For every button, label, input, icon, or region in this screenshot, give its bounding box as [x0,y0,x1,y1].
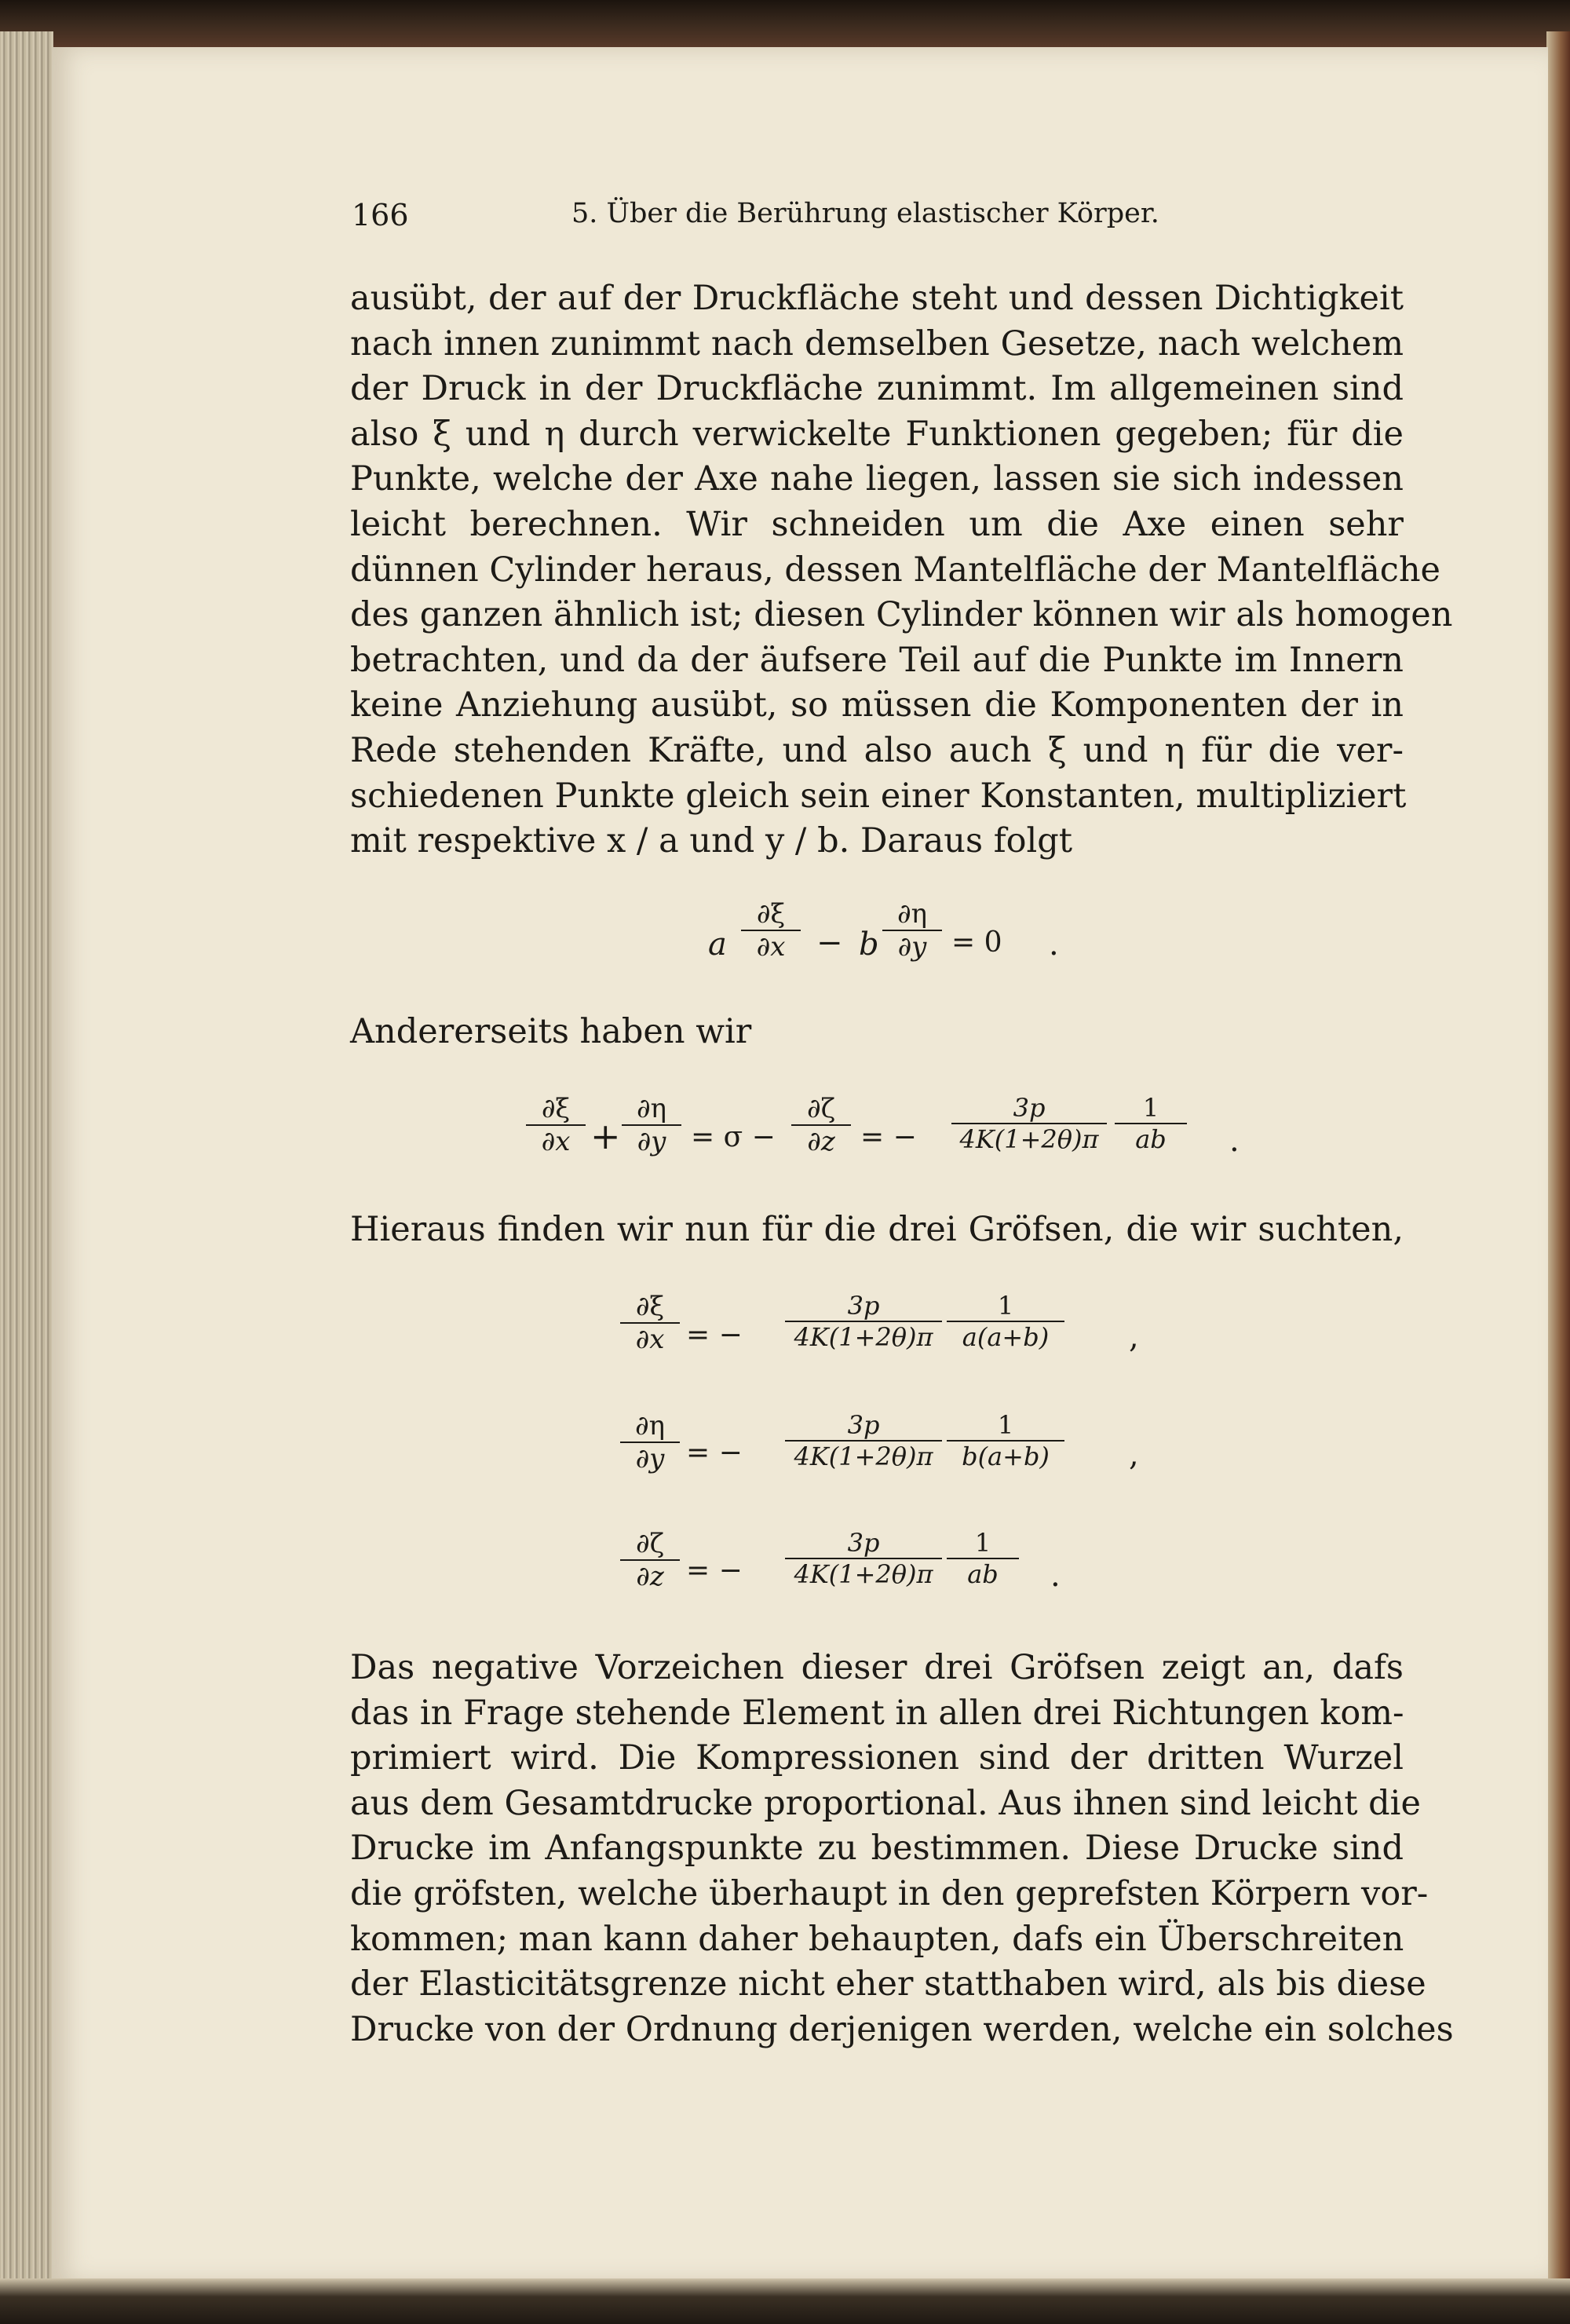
eq3-f1-num: 3p [847,1410,880,1440]
eq2-frac-1 [526,1093,586,1157]
text-line: Drucke von der Ordnung derjenigen werden, welche ein solches [350,2009,1454,2049]
eq3-lhs-den: ∂x [635,1324,665,1355]
eq3-f2-den: a(a+b) [962,1322,1050,1352]
eq2-equals-minus: = − [860,1121,917,1153]
page-header [352,198,1404,237]
text-line: schiedenen Punkte gleich sein einer Konstanten, multipliziert [350,776,1407,816]
text-line: Das negative Vorzeichen dieser drei Gröfsen zeigt an, dafs [350,1648,1404,1687]
eq3-lhs [620,1410,680,1474]
eq3-equals-minus: = − [686,1437,743,1469]
paragraph-2 [350,1646,1454,2052]
paragraph-andererseits [350,1010,1404,1055]
eq2-equals-sigma: = σ − [691,1121,776,1153]
book-page-stack [0,31,53,2324]
text-line: primiert wird. Die Kompressionen sind der dritten Wurzel [350,1738,1404,1778]
page-number: 166 [352,198,409,232]
eq3-lhs [620,1528,680,1592]
text-line: aus dem Gesamtdrucke proportional. Aus ihnen sind leicht die [350,1783,1421,1823]
eq2-den-4: 4K(1+2θ)π [959,1124,1099,1154]
eq3-equals-minus: = − [686,1555,743,1587]
eq2-frac-3 [791,1093,851,1157]
eq2-den-2: ∂y [637,1126,666,1157]
text-line: der Druck in der Druckfläche zunimmt. Im allgemeinen sind [350,369,1404,409]
text-line: keine Anziehung ausübt, so müssen die Komponenten der in [350,685,1404,725]
eq3-end: , [1129,1437,1139,1473]
eq3-f1-den: 4K(1+2θ)π [794,1559,933,1589]
eq1-coef-b: b [859,926,879,963]
eq2-plus: + [590,1115,621,1157]
eq3-f1-num: 3p [847,1528,880,1558]
eq2-den-3: ∂z [807,1126,835,1157]
text-line: das in Frage stehende Element in allen drei Richtungen kom- [350,1693,1404,1733]
eq3-lhs-den: ∂z [636,1561,664,1592]
text-line: die gröfsten, welche überhaupt in den geprefsten Körpern vor- [350,1873,1429,1913]
eq2-frac-4 [951,1093,1107,1154]
text-line: Rede stehenden Kräfte, und also auch ξ und η für die ver- [350,730,1404,770]
eq2-period: . [1229,1123,1240,1159]
eq1-coef-a: a [708,926,727,963]
eq3-f2-num: 1 [997,1410,1014,1440]
eq1-den-1: ∂x [756,931,786,963]
book-right-edge [1546,31,1570,2324]
eq3-frac-2 [947,1528,1019,1589]
eq3-equals-minus: = − [686,1319,743,1351]
eq2-num-1: ∂ξ [541,1093,571,1124]
text-line: also ξ und η durch verwickelte Funktionen gegeben; für die [350,414,1404,454]
eq3-frac-2 [947,1410,1064,1471]
text-line: leicht berechnen. Wir schneiden um die Axe einen sehr [350,504,1404,544]
eq3-lhs [620,1291,680,1355]
text-line: Andererseits haben wir [350,1012,752,1051]
eq3-f2-num: 1 [974,1528,991,1558]
eq3-frac-2 [947,1291,1064,1352]
eq1-num-2: ∂η [897,898,927,930]
eq3-f1-den: 4K(1+2θ)π [794,1442,933,1471]
eq2-frac-2 [622,1093,681,1157]
eq1-den-2: ∂y [897,931,927,963]
eq3-f2-den: b(a+b) [962,1442,1050,1471]
text-line: des ganzen ähnlich ist; diesen Cylinder können wir als homogen [350,595,1453,635]
text-line: Drucke im Anfangspunkte zu bestimmen. Diese Drucke sind [350,1829,1404,1869]
text-line: Hieraus finden wir nun für die drei Gröfsen, die wir suchten, [350,1210,1404,1249]
eq1-num-1: ∂ξ [756,898,786,930]
paragraph-1 [350,276,1453,864]
eq1-frac-1 [741,898,801,963]
eq3-frac-1 [785,1528,942,1589]
text-line: Punkte, welche der Axe nahe liegen, lassen sie sich indessen [350,459,1404,499]
eq3-f2-den: ab [967,1559,999,1589]
eq3-frac-1 [785,1410,942,1471]
eq3-end: , [1129,1319,1139,1355]
eq3-lhs-num: ∂ζ [635,1528,664,1559]
text-line: der Elasticitätsgrenze nicht eher statthaben wird, als bis diese [350,1964,1426,2004]
text-line: ausübt, der auf der Druckfläche steht und dessen Dichtigkeit [350,279,1404,318]
eq3-end: . [1050,1558,1061,1594]
eq3-f1-den: 4K(1+2θ)π [794,1322,933,1352]
text-line: kommen; man kann daher behaupten, dafs ein Überschreiten [350,1919,1404,1959]
eq1-minus: − [816,925,843,961]
eq2-num-5: 1 [1142,1093,1159,1123]
eq2-den-5: ab [1135,1124,1167,1154]
eq1-equals: = 0 [951,926,1002,959]
eq1-frac-2 [882,898,942,963]
text-line: nach innen zunimmt nach demselben Gesetze, nach welchem [350,323,1404,364]
eq2-den-1: ∂x [541,1126,571,1157]
text-line: mit respektive x / a und y / b. Daraus folgt [350,821,1073,861]
paragraph-hieraus [350,1208,1404,1253]
running-title: 5. Über die Berührung elastischer Körper. [571,198,1159,229]
eq3-lhs-den: ∂y [635,1443,665,1474]
eq3-f1-num: 3p [847,1291,880,1321]
text-line: dünnen Cylinder heraus, dessen Mantelfläche der Mantelfläche [350,550,1440,590]
eq2-num-4: 3p [1013,1093,1046,1123]
book-bottom-edge [0,2278,1570,2324]
eq2-frac-5 [1115,1093,1187,1154]
eq2-num-3: ∂ζ [806,1093,835,1124]
book-top-edge [0,0,1570,49]
eq2-num-2: ∂η [637,1093,666,1124]
eq1-period: . [1049,926,1059,963]
eq3-lhs-num: ∂ξ [635,1291,665,1322]
eq3-lhs-num: ∂η [635,1410,665,1442]
text-line: betrachten, und da der äufsere Teil auf die Punkte im Innern [350,640,1404,680]
eq3-f2-num: 1 [997,1291,1014,1321]
eq3-frac-1 [785,1291,942,1352]
